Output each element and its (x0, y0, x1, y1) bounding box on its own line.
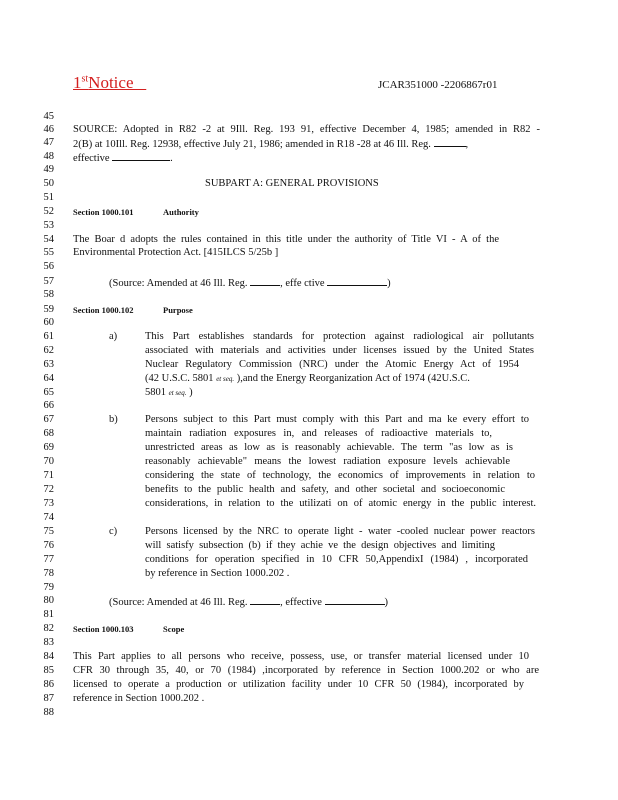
subsection-label: c) (109, 526, 118, 537)
line-number: 54 (43, 234, 54, 245)
line-number: 80 (43, 595, 54, 606)
line-number: 69 (43, 442, 54, 453)
body-line: 5801 et seq. ) (145, 387, 193, 398)
body-line: associated with materials and activities under licenses issued by the United States (145, 345, 534, 356)
line-number: 64 (43, 373, 54, 384)
line-number: 53 (43, 220, 54, 231)
line-number: 81 (43, 609, 54, 620)
line-number: 48 (43, 151, 54, 162)
body-line: considering the state of technology, the economics of improvements in relation to (145, 470, 535, 481)
line-number: 66 (43, 400, 54, 411)
line-number: 83 (43, 637, 54, 648)
line-number: 47 (43, 137, 54, 148)
source-note: (Source: Amended at 46 Ill. Reg. , effective ) (109, 597, 389, 608)
body-line: CFR 30 through 35, 40, or 70 (1984) ,incorporated by reference in Section 1000.202 or who are (73, 665, 539, 676)
body-line: The Boar d adopts the rules contained in this title under the authority of Title VI - A of the (73, 234, 499, 245)
line-number: 51 (43, 192, 54, 203)
body-line: This Part applies to all persons who receive, possess, use, or transfer material licensed under 10 (73, 651, 529, 662)
line-number: 70 (43, 456, 54, 467)
line-number: 71 (43, 470, 54, 481)
subpart-heading: SUBPART A: GENERAL PROVISIONS (205, 178, 379, 189)
body-line: Persons subject to this Part must comply with this Part and ma ke every effort to (145, 414, 529, 425)
line-number: 87 (43, 693, 54, 704)
line-number: 65 (43, 387, 54, 398)
document-id: JCAR351000 -2206867r01 (378, 79, 498, 91)
subsection-label: b) (109, 414, 118, 425)
section-number: Section 1000.102 (73, 305, 134, 315)
line-number: 78 (43, 568, 54, 579)
subsection-label: a) (109, 331, 118, 342)
section-number: Section 1000.103 (73, 624, 134, 634)
line-number: 58 (43, 289, 54, 300)
line-number: 56 (43, 261, 54, 272)
body-line: (42 U.S.C. 5801 et seq. ),and the Energy Reorganization Act of 1974 (42U.S.C. (145, 373, 470, 384)
line-number: 76 (43, 540, 54, 551)
line-number: 73 (43, 498, 54, 509)
body-line: benefits to the public health and safety, and other societal and socioeconomic (145, 484, 505, 495)
line-number: 67 (43, 414, 54, 425)
section-title: Purpose (163, 305, 193, 315)
notice-header: 1stNotice (73, 73, 134, 92)
line-number: 60 (43, 317, 54, 328)
line-number: 50 (43, 178, 54, 189)
line-number: 75 (43, 526, 54, 537)
line-number: 45 (43, 111, 54, 122)
line-number: 63 (43, 359, 54, 370)
line-number: 74 (43, 512, 54, 523)
body-line: reasonably achievable" means the lowest radiation exposure levels achievable (145, 456, 510, 467)
body-line: Nuclear Regulatory Commission (NRC) under the Atomic Energy Act of 1954 (145, 359, 519, 370)
line-number: 79 (43, 582, 54, 593)
body-line: will satisfy subsection (b) if they achie ve the design objectives and limiting (145, 540, 495, 551)
line-number: 52 (43, 206, 54, 217)
line-number: 86 (43, 679, 54, 690)
body-line: licensed to operate a production or utilization facility under 10 CFR 50 (1984), incorporated by (73, 679, 524, 690)
line-number: 59 (43, 304, 54, 315)
line-number: 62 (43, 345, 54, 356)
section-number: Section 1000.101 (73, 207, 134, 217)
body-line: by reference in Section 1000.202 . (145, 568, 290, 579)
line-number: 61 (43, 331, 54, 342)
section-title: Scope (163, 624, 185, 634)
source-note: (Source: Amended at 46 Ill. Reg. , effe ctive ) (109, 278, 391, 289)
line-number: 72 (43, 484, 54, 495)
source-line: 2(B) at 10Ill. Reg. 12938, effective July 21, 1986; amended in R18 -28 at 46 Ill. Reg. , (73, 139, 469, 150)
line-number: 49 (43, 164, 54, 175)
line-number: 57 (43, 276, 54, 287)
line-number: 84 (43, 651, 54, 662)
line-number: 77 (43, 554, 54, 565)
line-number: 46 (43, 124, 54, 135)
line-number: 82 (43, 623, 54, 634)
body-line: Persons licensed by the NRC to operate light - water -cooled nuclear power reactors (145, 526, 535, 537)
section-title: Authority (163, 207, 199, 217)
body-line: This Part establishes standards for protection against radiological air pollutants (145, 331, 534, 342)
source-line: effective . (73, 153, 173, 164)
source-line: SOURCE: Adopted in R82 -2 at 9Ill. Reg. 193 91, effective December 4, 1985; amended in R82 - (73, 124, 540, 135)
line-number: 55 (43, 247, 54, 258)
body-line: maintain radiation exposures in, and releases of radioactive materials to, (145, 428, 492, 439)
body-line: conditions for operation specified in 10 CFR 50,AppendixI (1984) , incorporated (145, 554, 528, 565)
line-number: 88 (43, 707, 54, 718)
body-line: reference in Section 1000.202 . (73, 693, 205, 704)
body-line: considerations, in relation to the utilizati on of atomic energy in the public interest. (145, 498, 536, 509)
body-line: unrestricted areas as low as is reasonably achievable. The term "as low as is (145, 442, 513, 453)
line-number: 68 (43, 428, 54, 439)
line-number: 85 (43, 665, 54, 676)
body-line: Environmental Protection Act. [415ILCS 5/25b ] (73, 247, 279, 258)
